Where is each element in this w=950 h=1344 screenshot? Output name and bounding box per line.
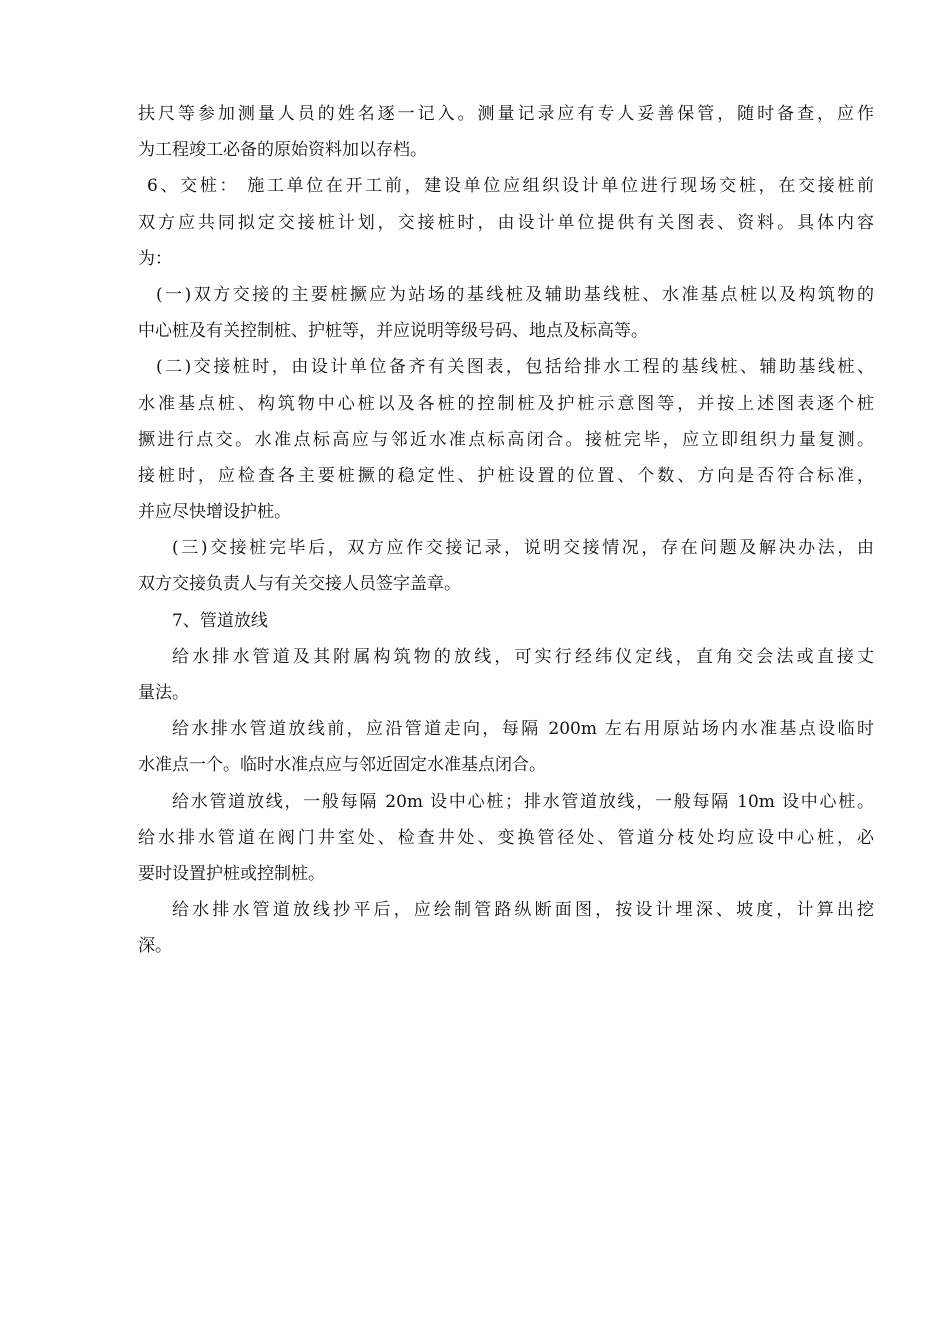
document-body bbox=[138, 96, 874, 965]
item-2-line: (二)交接桩时，由设计单位备齐有关图表，包括给排水工程的基线桩、辅助基线桩、 bbox=[156, 357, 874, 378]
paragraph-line: 双方交接负责人与有关交接人员签字盖章。 bbox=[138, 574, 461, 595]
paragraph-line: 接桩时，应检查各主要桩撅的稳定性、护桩设置的位置、个数、方向是否符合标准， bbox=[138, 465, 874, 486]
paragraph-line: 给水管道放线，一般每隔 20m 设中心桩；排水管道放线，一般每隔 10m 设中心桩。 bbox=[172, 791, 874, 812]
item-3-line: (三)交接桩完毕后，双方应作交接记录，说明交接情况，存在问题及解决办法，由 bbox=[172, 538, 874, 559]
section-7-heading: 7、管道放线 bbox=[172, 610, 268, 631]
paragraph-line: 为： bbox=[138, 248, 172, 269]
paragraph-line: 要时设置护桩或控制桩。 bbox=[138, 863, 325, 884]
paragraph-line: 并应尽快增设护桩。 bbox=[138, 502, 291, 523]
paragraph-line: 水准点一个。临时水准点应与邻近固定水准基点闭合。 bbox=[138, 755, 546, 776]
paragraph-line: 给水排水管道在阀门井室处、检查井处、变换管径处、管道分枝处均应设中心桩，必 bbox=[138, 827, 874, 848]
paragraph-line: 扶尺等参加测量人员的姓名逐一记入。测量记录应有专人妥善保管，随时备查，应作 bbox=[138, 104, 874, 124]
paragraph-line: 中心桩及有关控制桩、护桩等，并应说明等级号码、地点及标高等。 bbox=[138, 321, 648, 342]
paragraph-line: 为工程竣工必备的原始资料加以存档。 bbox=[138, 140, 427, 161]
paragraph-line: 双方应共同拟定交接桩计划，交接桩时，由设计单位提供有关图表、资料。具体内容 bbox=[138, 212, 874, 233]
paragraph-line: 给水排水管道放线抄平后，应绘制管路纵断面图，按设计埋深、坡度，计算出挖 bbox=[172, 900, 874, 921]
paragraph-line: 给水排水管道及其附属构筑物的放线，可实行经纬仪定线，直角交会法或直接丈 bbox=[172, 646, 874, 667]
section-6-heading-line: 6、交桩： 施工单位在开工前，建设单位应组织设计单位进行现场交桩，在交接桩前 bbox=[147, 176, 874, 197]
paragraph-line: 撅进行点交。水准点标高应与邻近水准点标高闭合。接桩完毕，应立即组织力量复测。 bbox=[138, 429, 874, 450]
paragraph-line: 给水排水管道放线前，应沿管道走向，每隔 200m 左右用原站场内水准基点设临时 bbox=[172, 719, 874, 740]
item-1-line: (一)双方交接的主要桩撅应为站场的基线桩及辅助基线桩、水准基点桩以及构筑物的 bbox=[156, 284, 874, 305]
paragraph-line: 深。 bbox=[138, 936, 172, 957]
paragraph-line: 量法。 bbox=[138, 683, 189, 703]
paragraph-line: 水准基点桩、构筑物中心桩以及各桩的控制桩及护桩示意图等，并按上述图表逐个桩 bbox=[138, 393, 874, 414]
